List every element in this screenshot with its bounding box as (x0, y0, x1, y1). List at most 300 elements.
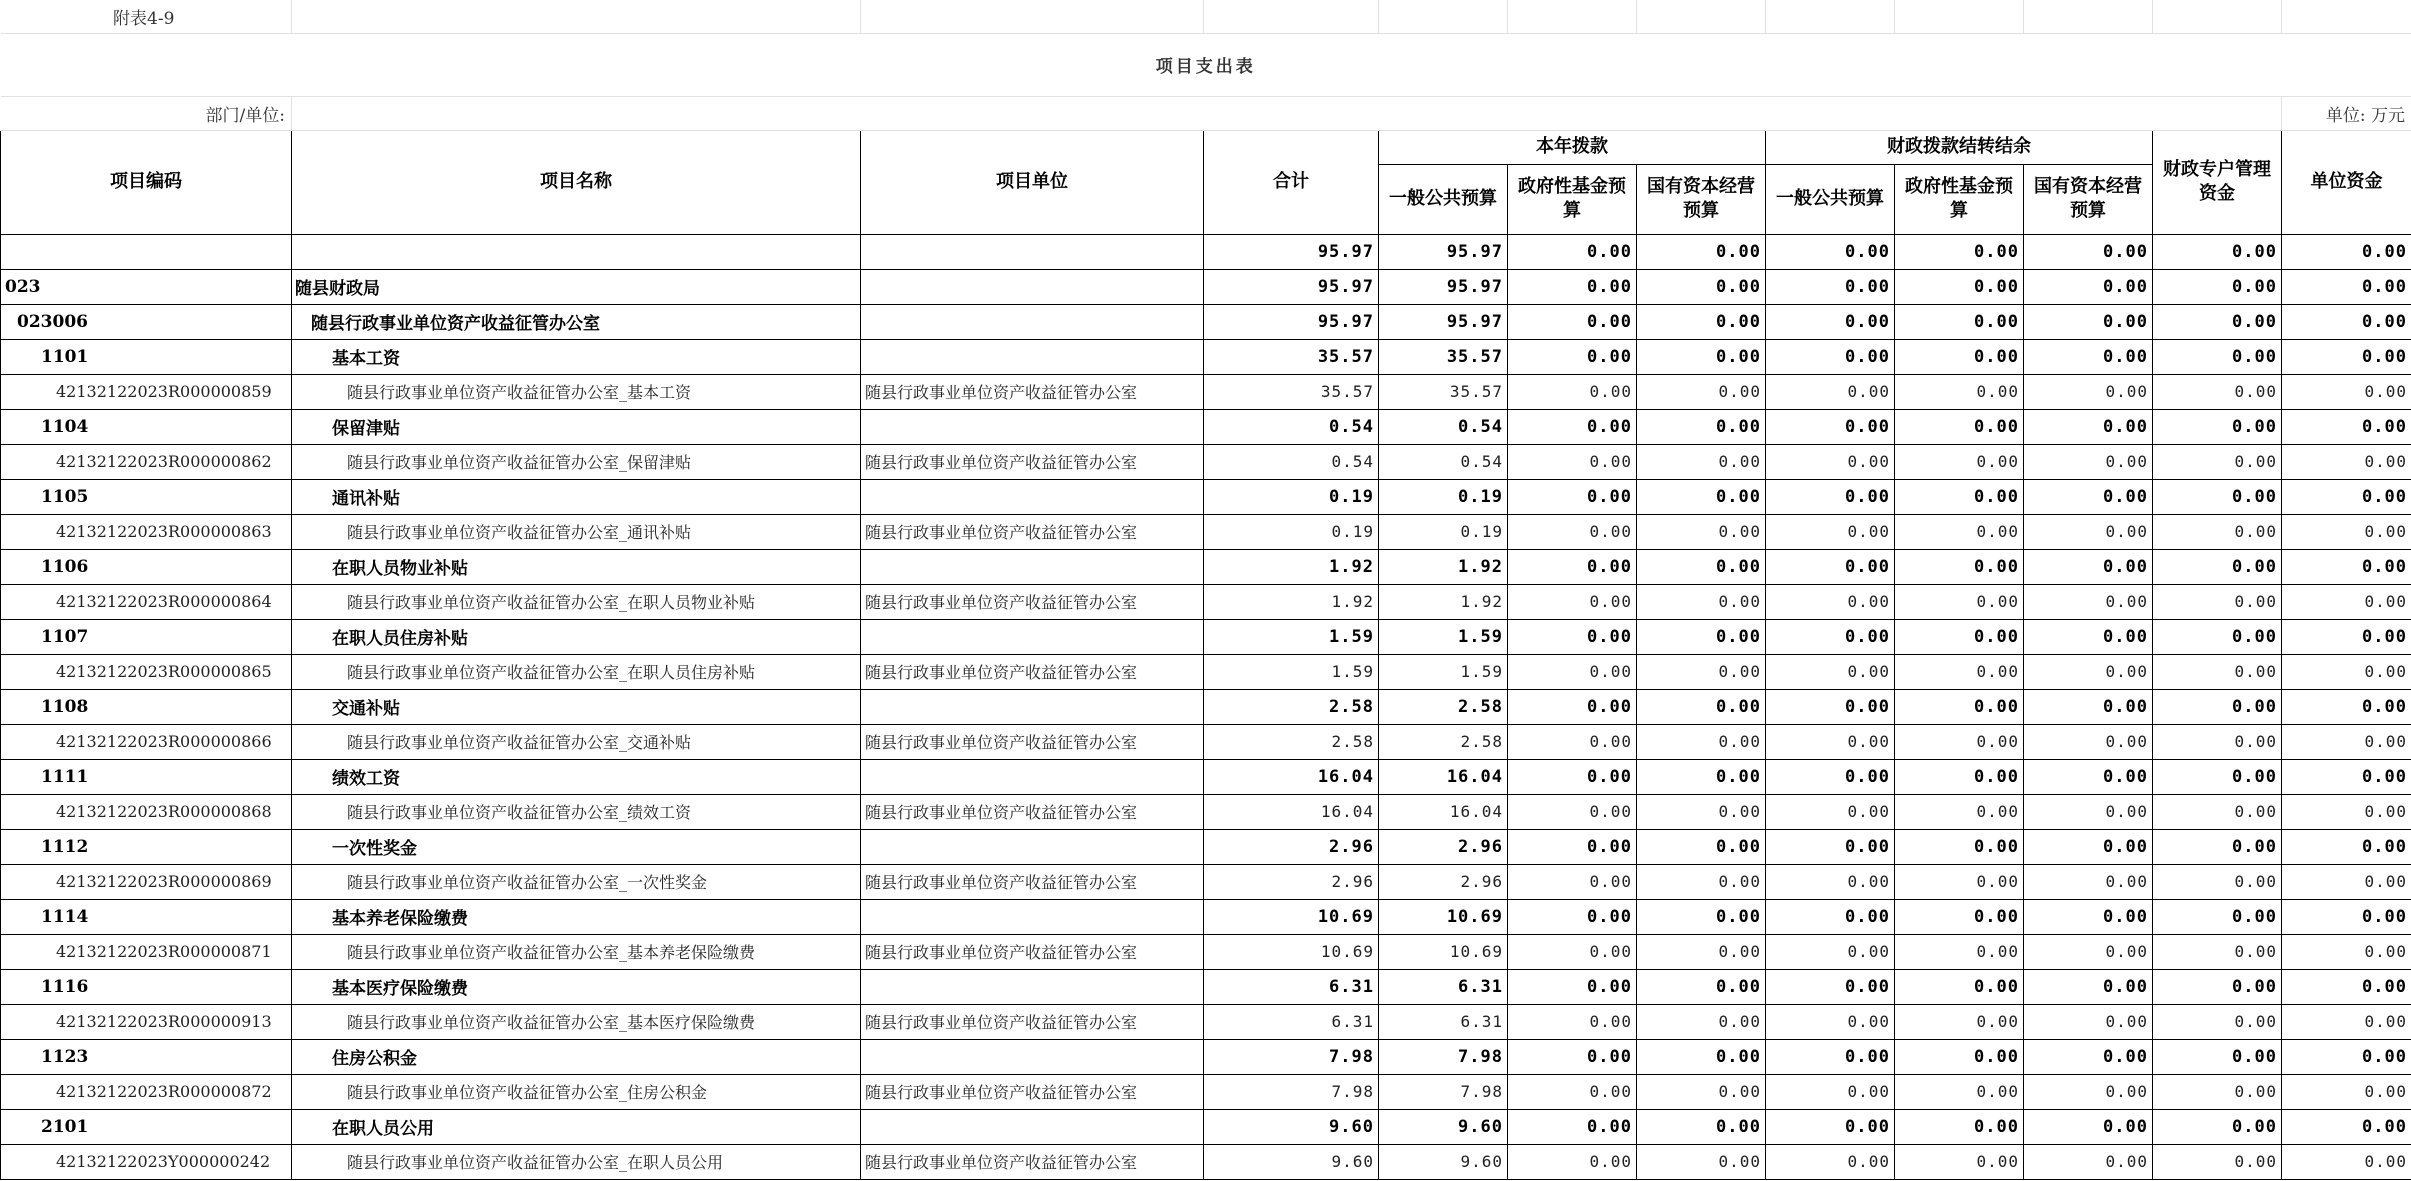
cell-csc[interactable]: 0.00 (2024, 654, 2153, 689)
cell-cg[interactable]: 0.00 (1766, 549, 1895, 584)
cell[interactable] (1379, 0, 1508, 33)
cell-gf[interactable]: 0.00 (1508, 409, 1637, 444)
cell-uf[interactable]: 0.00 (2282, 584, 2411, 619)
cell-sc[interactable]: 0.00 (1637, 1074, 1766, 1109)
cell-total[interactable]: 1.92 (1204, 549, 1379, 584)
cell-total[interactable]: 95.97 (1204, 234, 1379, 269)
cell-gb[interactable]: 9.60 (1379, 1144, 1508, 1179)
cell-project-unit[interactable] (861, 689, 1204, 724)
cell-project-name[interactable]: 随县行政事业单位资产收益征管办公室 (292, 304, 861, 339)
cell[interactable] (1637, 0, 1766, 33)
cell-sf[interactable]: 0.00 (2153, 864, 2282, 899)
cell-csc[interactable]: 0.00 (2024, 794, 2153, 829)
cell-uf[interactable]: 0.00 (2282, 444, 2411, 479)
cell-uf[interactable]: 0.00 (2282, 1004, 2411, 1039)
cell-project-unit[interactable]: 随县行政事业单位资产收益征管办公室 (861, 584, 1204, 619)
cell-cg[interactable]: 0.00 (1766, 934, 1895, 969)
cell-sf[interactable]: 0.00 (2153, 374, 2282, 409)
cell-gf[interactable]: 0.00 (1508, 829, 1637, 864)
cell-cg[interactable]: 0.00 (1766, 339, 1895, 374)
cell-project-name[interactable]: 基本工资 (292, 339, 861, 374)
cell-cgf[interactable]: 0.00 (1895, 934, 2024, 969)
cell-project-code[interactable]: 1107 (1, 619, 292, 654)
cell-gf[interactable]: 0.00 (1508, 1074, 1637, 1109)
cell-project-code[interactable]: 023006 (1, 304, 292, 339)
cell-uf[interactable]: 0.00 (2282, 304, 2411, 339)
cell-uf[interactable]: 0.00 (2282, 374, 2411, 409)
cell-sf[interactable]: 0.00 (2153, 409, 2282, 444)
cell-cg[interactable]: 0.00 (1766, 269, 1895, 304)
cell-sc[interactable]: 0.00 (1637, 409, 1766, 444)
cell-sf[interactable]: 0.00 (2153, 234, 2282, 269)
cell-cgf[interactable]: 0.00 (1895, 304, 2024, 339)
cell-uf[interactable]: 0.00 (2282, 409, 2411, 444)
cell-project-code[interactable]: 1116 (1, 969, 292, 1004)
cell-cg[interactable]: 0.00 (1766, 969, 1895, 1004)
cell-project-name[interactable]: 通讯补贴 (292, 479, 861, 514)
cell-sf[interactable]: 0.00 (2153, 1004, 2282, 1039)
cell-sf[interactable]: 0.00 (2153, 1144, 2282, 1179)
cell-project-name[interactable]: 随县行政事业单位资产收益征管办公室_基本养老保险缴费 (292, 934, 861, 969)
cell[interactable] (1204, 0, 1379, 33)
cell-gb[interactable]: 16.04 (1379, 794, 1508, 829)
cell-sf[interactable]: 0.00 (2153, 969, 2282, 1004)
cell-project-unit[interactable]: 随县行政事业单位资产收益征管办公室 (861, 514, 1204, 549)
cell-uf[interactable]: 0.00 (2282, 339, 2411, 374)
cell-total[interactable]: 2.58 (1204, 689, 1379, 724)
cell-gf[interactable]: 0.00 (1508, 724, 1637, 759)
cell-sc[interactable]: 0.00 (1637, 1144, 1766, 1179)
cell-total[interactable]: 35.57 (1204, 339, 1379, 374)
cell-project-unit[interactable] (861, 234, 1204, 269)
cell-project-code[interactable]: 1114 (1, 899, 292, 934)
cell-project-name[interactable]: 随县行政事业单位资产收益征管办公室_一次性奖金 (292, 864, 861, 899)
cell-gf[interactable]: 0.00 (1508, 444, 1637, 479)
cell-gf[interactable]: 0.00 (1508, 899, 1637, 934)
cell-uf[interactable]: 0.00 (2282, 934, 2411, 969)
cell-sf[interactable]: 0.00 (2153, 1039, 2282, 1074)
cell-gf[interactable]: 0.00 (1508, 1144, 1637, 1179)
cell-uf[interactable]: 0.00 (2282, 479, 2411, 514)
cell-cgf[interactable]: 0.00 (1895, 444, 2024, 479)
cell-uf[interactable]: 0.00 (2282, 619, 2411, 654)
sheet-title[interactable]: 项目支出表 (1, 33, 2411, 96)
cell-sc[interactable]: 0.00 (1637, 794, 1766, 829)
cell-gb[interactable]: 0.19 (1379, 479, 1508, 514)
cell-sc[interactable]: 0.00 (1637, 689, 1766, 724)
cell-gb[interactable]: 10.69 (1379, 899, 1508, 934)
cell-sf[interactable]: 0.00 (2153, 829, 2282, 864)
cell-project-code[interactable]: 1104 (1, 409, 292, 444)
header-total[interactable]: 合计 (1204, 130, 1379, 234)
cell-cg[interactable]: 0.00 (1766, 654, 1895, 689)
cell-cg[interactable]: 0.00 (1766, 619, 1895, 654)
cell-uf[interactable]: 0.00 (2282, 1039, 2411, 1074)
cell-cgf[interactable]: 0.00 (1895, 339, 2024, 374)
cell-total[interactable]: 95.97 (1204, 304, 1379, 339)
cell-csc[interactable]: 0.00 (2024, 1004, 2153, 1039)
cell-sc[interactable]: 0.00 (1637, 374, 1766, 409)
unit-label[interactable]: 单位: 万元 (2282, 96, 2411, 130)
header-state-capital[interactable]: 国有资本经营预算 (1637, 164, 1766, 234)
cell-cg[interactable]: 0.00 (1766, 864, 1895, 899)
cell[interactable] (861, 0, 1204, 33)
cell-sc[interactable]: 0.00 (1637, 304, 1766, 339)
cell-project-code[interactable]: 42132122023Y000000242 (1, 1144, 292, 1179)
cell-project-code[interactable]: 42132122023R000000866 (1, 724, 292, 759)
cell-project-code[interactable]: 42132122023R000000865 (1, 654, 292, 689)
cell-project-name[interactable]: 随县行政事业单位资产收益征管办公室_在职人员住房补贴 (292, 654, 861, 689)
cell-gb[interactable]: 1.59 (1379, 619, 1508, 654)
cell-sf[interactable]: 0.00 (2153, 654, 2282, 689)
cell-project-unit[interactable]: 随县行政事业单位资产收益征管办公室 (861, 444, 1204, 479)
cell-project-name[interactable]: 随县行政事业单位资产收益征管办公室_住房公积金 (292, 1074, 861, 1109)
cell-gf[interactable]: 0.00 (1508, 759, 1637, 794)
cell-gb[interactable]: 0.54 (1379, 409, 1508, 444)
cell-cg[interactable]: 0.00 (1766, 1109, 1895, 1144)
cell-project-unit[interactable]: 随县行政事业单位资产收益征管办公室 (861, 724, 1204, 759)
cell-project-name[interactable]: 在职人员公用 (292, 1109, 861, 1144)
cell-uf[interactable]: 0.00 (2282, 829, 2411, 864)
cell-cgf[interactable]: 0.00 (1895, 759, 2024, 794)
cell-csc[interactable]: 0.00 (2024, 514, 2153, 549)
cell-gb[interactable]: 2.96 (1379, 829, 1508, 864)
cell-project-code[interactable]: 023 (1, 269, 292, 304)
cell-cg[interactable]: 0.00 (1766, 1144, 1895, 1179)
cell-project-unit[interactable] (861, 1109, 1204, 1144)
cell-sc[interactable]: 0.00 (1637, 584, 1766, 619)
cell-sc[interactable]: 0.00 (1637, 619, 1766, 654)
cell-project-unit[interactable] (861, 969, 1204, 1004)
cell-project-name[interactable]: 基本养老保险缴费 (292, 899, 861, 934)
cell-total[interactable]: 6.31 (1204, 969, 1379, 1004)
cell[interactable] (292, 96, 2282, 130)
cell-project-code[interactable]: 1123 (1, 1039, 292, 1074)
cell-project-code[interactable]: 42132122023R000000913 (1, 1004, 292, 1039)
cell-sc[interactable]: 0.00 (1637, 444, 1766, 479)
cell-gf[interactable]: 0.00 (1508, 654, 1637, 689)
cell-sf[interactable]: 0.00 (2153, 759, 2282, 794)
cell-project-code[interactable]: 42132122023R000000868 (1, 794, 292, 829)
cell-sf[interactable]: 0.00 (2153, 689, 2282, 724)
cell-cg[interactable]: 0.00 (1766, 444, 1895, 479)
cell-gf[interactable]: 0.00 (1508, 619, 1637, 654)
cell-cgf[interactable]: 0.00 (1895, 549, 2024, 584)
cell-project-name[interactable]: 随县财政局 (292, 269, 861, 304)
cell-csc[interactable]: 0.00 (2024, 374, 2153, 409)
header-group-carry[interactable]: 财政拨款结转结余 (1766, 130, 2153, 164)
header-gov-fund[interactable]: 政府性基金预算 (1508, 164, 1637, 234)
cell-sf[interactable]: 0.00 (2153, 514, 2282, 549)
header-unit[interactable]: 项目单位 (861, 130, 1204, 234)
header-unit-fund[interactable]: 单位资金 (2282, 130, 2411, 234)
cell-project-name[interactable]: 随县行政事业单位资产收益征管办公室_在职人员公用 (292, 1144, 861, 1179)
cell-gb[interactable]: 35.57 (1379, 339, 1508, 374)
cell-gf[interactable]: 0.00 (1508, 689, 1637, 724)
cell-gf[interactable]: 0.00 (1508, 969, 1637, 1004)
cell-project-unit[interactable] (861, 899, 1204, 934)
cell-csc[interactable]: 0.00 (2024, 829, 2153, 864)
cell-total[interactable]: 2.96 (1204, 829, 1379, 864)
cell-total[interactable]: 16.04 (1204, 759, 1379, 794)
cell-sf[interactable]: 0.00 (2153, 584, 2282, 619)
cell-total[interactable]: 35.57 (1204, 374, 1379, 409)
cell-gb[interactable]: 1.92 (1379, 584, 1508, 619)
cell-gb[interactable]: 2.58 (1379, 689, 1508, 724)
cell-sc[interactable]: 0.00 (1637, 339, 1766, 374)
cell-total[interactable]: 1.92 (1204, 584, 1379, 619)
cell-cgf[interactable]: 0.00 (1895, 689, 2024, 724)
header-group-current[interactable]: 本年拨款 (1379, 130, 1766, 164)
cell-project-code[interactable]: 1106 (1, 549, 292, 584)
cell[interactable] (2153, 0, 2282, 33)
cell-project-unit[interactable]: 随县行政事业单位资产收益征管办公室 (861, 654, 1204, 689)
cell-total[interactable]: 2.58 (1204, 724, 1379, 759)
cell-gb[interactable]: 16.04 (1379, 759, 1508, 794)
cell-gb[interactable]: 35.57 (1379, 374, 1508, 409)
cell-total[interactable]: 0.54 (1204, 409, 1379, 444)
cell-cgf[interactable]: 0.00 (1895, 1074, 2024, 1109)
cell-project-name[interactable]: 基本医疗保险缴费 (292, 969, 861, 1004)
cell-csc[interactable]: 0.00 (2024, 479, 2153, 514)
cell-csc[interactable]: 0.00 (2024, 339, 2153, 374)
cell-total[interactable]: 10.69 (1204, 899, 1379, 934)
cell-gf[interactable]: 0.00 (1508, 304, 1637, 339)
cell-project-code[interactable]: 1105 (1, 479, 292, 514)
cell-uf[interactable]: 0.00 (2282, 724, 2411, 759)
cell-uf[interactable]: 0.00 (2282, 549, 2411, 584)
cell-project-unit[interactable] (861, 549, 1204, 584)
cell-sf[interactable]: 0.00 (2153, 1074, 2282, 1109)
cell-csc[interactable]: 0.00 (2024, 864, 2153, 899)
cell-total[interactable]: 7.98 (1204, 1074, 1379, 1109)
cell-csc[interactable]: 0.00 (2024, 304, 2153, 339)
cell-sf[interactable]: 0.00 (2153, 339, 2282, 374)
cell-project-name[interactable]: 随县行政事业单位资产收益征管办公室_在职人员物业补贴 (292, 584, 861, 619)
cell-project-code[interactable]: 1112 (1, 829, 292, 864)
cell-uf[interactable]: 0.00 (2282, 234, 2411, 269)
cell-project-name[interactable]: 随县行政事业单位资产收益征管办公室_交通补贴 (292, 724, 861, 759)
cell-csc[interactable]: 0.00 (2024, 934, 2153, 969)
cell-gf[interactable]: 0.00 (1508, 794, 1637, 829)
cell-cgf[interactable]: 0.00 (1895, 654, 2024, 689)
cell-sc[interactable]: 0.00 (1637, 829, 1766, 864)
header-name[interactable]: 项目名称 (292, 130, 861, 234)
cell-sc[interactable]: 0.00 (1637, 899, 1766, 934)
cell-project-unit[interactable] (861, 829, 1204, 864)
cell-sf[interactable]: 0.00 (2153, 1109, 2282, 1144)
cell-sf[interactable]: 0.00 (2153, 444, 2282, 479)
cell[interactable] (1766, 0, 1895, 33)
cell-sf[interactable]: 0.00 (2153, 724, 2282, 759)
cell-project-code[interactable]: 42132122023R000000864 (1, 584, 292, 619)
cell-cg[interactable]: 0.00 (1766, 479, 1895, 514)
cell-cgf[interactable]: 0.00 (1895, 829, 2024, 864)
cell-csc[interactable]: 0.00 (2024, 549, 2153, 584)
cell-gb[interactable]: 10.69 (1379, 934, 1508, 969)
cell-csc[interactable]: 0.00 (2024, 444, 2153, 479)
cell-gb[interactable]: 6.31 (1379, 969, 1508, 1004)
cell-sc[interactable]: 0.00 (1637, 234, 1766, 269)
cell-sc[interactable]: 0.00 (1637, 969, 1766, 1004)
cell-cgf[interactable]: 0.00 (1895, 724, 2024, 759)
cell-project-unit[interactable] (861, 479, 1204, 514)
cell-gb[interactable]: 9.60 (1379, 1109, 1508, 1144)
cell-project-unit[interactable]: 随县行政事业单位资产收益征管办公室 (861, 864, 1204, 899)
cell-sc[interactable]: 0.00 (1637, 549, 1766, 584)
cell-sf[interactable]: 0.00 (2153, 619, 2282, 654)
cell-gf[interactable]: 0.00 (1508, 479, 1637, 514)
dept-label[interactable]: 部门/单位: (1, 96, 292, 130)
cell-total[interactable]: 0.19 (1204, 479, 1379, 514)
cell-sf[interactable]: 0.00 (2153, 304, 2282, 339)
cell-gb[interactable]: 0.19 (1379, 514, 1508, 549)
cell-cg[interactable]: 0.00 (1766, 689, 1895, 724)
cell-csc[interactable]: 0.00 (2024, 1109, 2153, 1144)
cell-project-unit[interactable]: 随县行政事业单位资产收益征管办公室 (861, 1004, 1204, 1039)
cell-project-name[interactable]: 在职人员住房补贴 (292, 619, 861, 654)
header-carry-state-capital[interactable]: 国有资本经营预算 (2024, 164, 2153, 234)
cell-uf[interactable]: 0.00 (2282, 269, 2411, 304)
cell-cg[interactable]: 0.00 (1766, 1004, 1895, 1039)
cell-project-unit[interactable]: 随县行政事业单位资产收益征管办公室 (861, 794, 1204, 829)
cell-csc[interactable]: 0.00 (2024, 724, 2153, 759)
cell-csc[interactable]: 0.00 (2024, 689, 2153, 724)
cell-cg[interactable]: 0.00 (1766, 899, 1895, 934)
cell-project-code[interactable]: 1111 (1, 759, 292, 794)
cell-total[interactable]: 95.97 (1204, 269, 1379, 304)
cell-cg[interactable]: 0.00 (1766, 514, 1895, 549)
cell-total[interactable]: 2.96 (1204, 864, 1379, 899)
cell-cgf[interactable]: 0.00 (1895, 1039, 2024, 1074)
cell-csc[interactable]: 0.00 (2024, 234, 2153, 269)
cell-gb[interactable]: 1.59 (1379, 654, 1508, 689)
cell-project-code[interactable] (1, 234, 292, 269)
cell-csc[interactable]: 0.00 (2024, 269, 2153, 304)
cell-cgf[interactable]: 0.00 (1895, 514, 2024, 549)
cell[interactable] (1895, 0, 2024, 33)
cell-sf[interactable]: 0.00 (2153, 794, 2282, 829)
cell-sc[interactable]: 0.00 (1637, 934, 1766, 969)
cell-total[interactable]: 10.69 (1204, 934, 1379, 969)
cell-cg[interactable]: 0.00 (1766, 234, 1895, 269)
cell-sc[interactable]: 0.00 (1637, 1109, 1766, 1144)
cell-sc[interactable]: 0.00 (1637, 1004, 1766, 1039)
cell-sf[interactable]: 0.00 (2153, 269, 2282, 304)
cell-sc[interactable]: 0.00 (1637, 269, 1766, 304)
attachment-note[interactable]: 附表4-9 (1, 0, 292, 33)
cell-project-unit[interactable]: 随县行政事业单位资产收益征管办公室 (861, 1144, 1204, 1179)
cell-cg[interactable]: 0.00 (1766, 1074, 1895, 1109)
cell-gb[interactable]: 7.98 (1379, 1039, 1508, 1074)
cell-project-name[interactable]: 住房公积金 (292, 1039, 861, 1074)
cell-csc[interactable]: 0.00 (2024, 969, 2153, 1004)
cell-project-code[interactable]: 2101 (1, 1109, 292, 1144)
cell-cg[interactable]: 0.00 (1766, 829, 1895, 864)
cell-gb[interactable]: 95.97 (1379, 269, 1508, 304)
cell-cg[interactable]: 0.00 (1766, 409, 1895, 444)
cell-project-name[interactable]: 在职人员物业补贴 (292, 549, 861, 584)
cell-sc[interactable]: 0.00 (1637, 724, 1766, 759)
cell-cg[interactable]: 0.00 (1766, 374, 1895, 409)
cell-total[interactable]: 6.31 (1204, 1004, 1379, 1039)
cell[interactable] (292, 0, 861, 33)
cell-cgf[interactable]: 0.00 (1895, 374, 2024, 409)
cell-project-code[interactable]: 42132122023R000000871 (1, 934, 292, 969)
cell-sc[interactable]: 0.00 (1637, 864, 1766, 899)
cell-uf[interactable]: 0.00 (2282, 759, 2411, 794)
cell-sf[interactable]: 0.00 (2153, 934, 2282, 969)
cell-gf[interactable]: 0.00 (1508, 374, 1637, 409)
cell-project-name[interactable] (292, 234, 861, 269)
cell-total[interactable]: 1.59 (1204, 654, 1379, 689)
cell-project-code[interactable]: 42132122023R000000869 (1, 864, 292, 899)
cell-cgf[interactable]: 0.00 (1895, 1109, 2024, 1144)
cell-csc[interactable]: 0.00 (2024, 409, 2153, 444)
cell-gb[interactable]: 2.58 (1379, 724, 1508, 759)
cell-cgf[interactable]: 0.00 (1895, 234, 2024, 269)
cell-cgf[interactable]: 0.00 (1895, 409, 2024, 444)
cell-project-unit[interactable] (861, 339, 1204, 374)
cell-sf[interactable]: 0.00 (2153, 899, 2282, 934)
cell-project-unit[interactable] (861, 1039, 1204, 1074)
cell-uf[interactable]: 0.00 (2282, 864, 2411, 899)
cell-csc[interactable]: 0.00 (2024, 1144, 2153, 1179)
cell-csc[interactable]: 0.00 (2024, 759, 2153, 794)
cell-gf[interactable]: 0.00 (1508, 269, 1637, 304)
cell-project-code[interactable]: 1108 (1, 689, 292, 724)
cell-gf[interactable]: 0.00 (1508, 234, 1637, 269)
cell-project-name[interactable]: 随县行政事业单位资产收益征管办公室_通讯补贴 (292, 514, 861, 549)
cell-total[interactable]: 0.54 (1204, 444, 1379, 479)
cell-total[interactable]: 7.98 (1204, 1039, 1379, 1074)
cell-csc[interactable]: 0.00 (2024, 584, 2153, 619)
cell-cgf[interactable]: 0.00 (1895, 619, 2024, 654)
cell-gb[interactable]: 0.54 (1379, 444, 1508, 479)
cell-csc[interactable]: 0.00 (2024, 1074, 2153, 1109)
cell-csc[interactable]: 0.00 (2024, 619, 2153, 654)
cell-sc[interactable]: 0.00 (1637, 514, 1766, 549)
cell-project-name[interactable]: 绩效工资 (292, 759, 861, 794)
cell-gf[interactable]: 0.00 (1508, 339, 1637, 374)
cell-project-unit[interactable] (861, 269, 1204, 304)
cell[interactable] (2024, 0, 2153, 33)
cell-project-name[interactable]: 随县行政事业单位资产收益征管办公室_保留津贴 (292, 444, 861, 479)
cell-project-code[interactable]: 42132122023R000000862 (1, 444, 292, 479)
cell-cg[interactable]: 0.00 (1766, 584, 1895, 619)
cell-cgf[interactable]: 0.00 (1895, 479, 2024, 514)
cell-uf[interactable]: 0.00 (2282, 689, 2411, 724)
cell-cgf[interactable]: 0.00 (1895, 269, 2024, 304)
cell-sc[interactable]: 0.00 (1637, 479, 1766, 514)
cell-gf[interactable]: 0.00 (1508, 864, 1637, 899)
cell-total[interactable]: 16.04 (1204, 794, 1379, 829)
cell-cgf[interactable]: 0.00 (1895, 864, 2024, 899)
cell-sc[interactable]: 0.00 (1637, 654, 1766, 689)
cell-gf[interactable]: 0.00 (1508, 584, 1637, 619)
cell-project-unit[interactable] (861, 759, 1204, 794)
cell-project-name[interactable]: 保留津贴 (292, 409, 861, 444)
cell-cgf[interactable]: 0.00 (1895, 794, 2024, 829)
cell-project-name[interactable]: 随县行政事业单位资产收益征管办公室_基本医疗保险缴费 (292, 1004, 861, 1039)
cell-project-code[interactable]: 42132122023R000000859 (1, 374, 292, 409)
cell[interactable] (1508, 0, 1637, 33)
cell-cg[interactable]: 0.00 (1766, 1039, 1895, 1074)
cell-project-unit[interactable]: 随县行政事业单位资产收益征管办公室 (861, 374, 1204, 409)
header-general-budget[interactable]: 一般公共预算 (1379, 164, 1508, 234)
cell-cgf[interactable]: 0.00 (1895, 1004, 2024, 1039)
header-code[interactable]: 项目编码 (1, 130, 292, 234)
